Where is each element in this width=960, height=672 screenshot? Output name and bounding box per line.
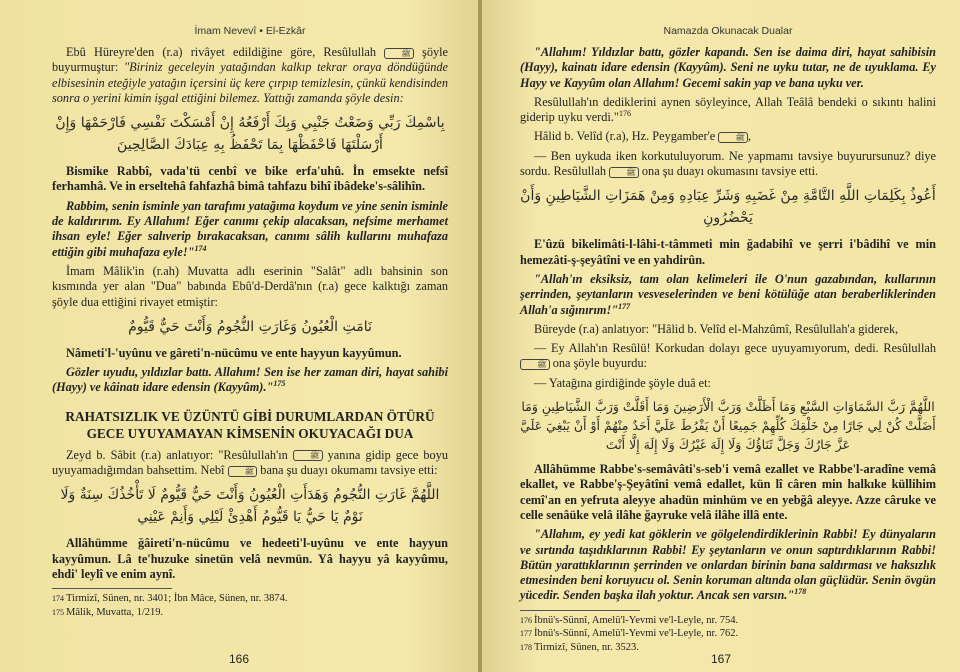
right-arabic-dua-1: أَعُوذُ بِكَلِمَاتِ اللَّهِ التَّامَّةِ مِنْ غَضَبِهِ وَشَرِّ عِبَادِهِ وَمِنْ هَمَزَاتِ الشَّيَاطِينِ وَأَنْ يَحْضُرُونِ <box>520 188 936 227</box>
page-number: 167 <box>710 652 732 666</box>
left-paragraph-2: İmam Mâlik'in (r.ah) Muvatta adlı eserinin "Salât" adlı bahsinin son kısmında yer alan "Dua" babında Ebû'd-Derdâ'nın (r.a) gece kalktığı zaman şöyle dua ettiğini rivayet etmiştir: <box>52 263 448 309</box>
section-heading: RAHATSIZLIK VE ÜZÜNTÜ GİBİ DURUMLARDAN ÖTÜRÜ GECE UYUYAMAYAN KİMSENİN OKUYACAĞI DUA <box>65 408 435 441</box>
left-meaning-2: Gözler uyudu, yıldızlar battı. Allahım! Sen ise her zaman diri, hayat sahibi (Hayy) ve kâinatı idare edensin (Kayyûm)."$^{175}$ <box>52 365 448 395</box>
left-paragraph-3: Zeyd b. Sâbit (r.a) anlatıyor: "Resûlullah'ın ﷺ yanına gidip gece boyu uyuyamadığımdan bahsettim. Nebî ﷺ bana şu duayı okumamı tavsiye etti: <box>52 447 448 478</box>
left-transliteration-1: Bismike Rabbî, vada'tü cenbî ve bike erfa'uhû. İn emsekte nefsî ferhamhâ. Ve in erseltehâ fahfazhâ bimâ tahfazu bihî ibâdeke's-sâlihîn. <box>52 164 448 194</box>
footnote-ref: 175 <box>273 379 286 389</box>
left-arabic-dua-3: اللَّهُمَّ غَارَتِ النُّجُومُ وَهَدَأَتِ الْعُيُونُ وَأَنْتَ حَيٌّ قَيُّومٌ لَا تَأْخُذُكَ سِنَةٌ وَلَا نَوْمٌ يَا حَيُّ يَا قَيُّومُ أَهْدِئْ لَيْلِي وَأَنِمْ عَيْنِي <box>60 487 440 526</box>
honorific-badge: ﷺ <box>520 359 550 370</box>
footnote: 176 İbnü's-Sünnî, Amelü'l-Yevmi ve'l-Leyle, nr. 754. <box>520 614 739 626</box>
honorific-badge: ﷺ <box>718 132 748 143</box>
left-transliteration-2: Nâmeti'l-'uyûnu ve gâreti'n-nücûmu ve ente hayyun kayyûmun. <box>66 345 402 360</box>
left-page <box>0 0 478 672</box>
right-meaning-1: "Allah'ın eksiksiz, tam olan kelimeleri ile O'nun gazabından, kullarının şerrinden, şeytanların vesveselerinden ve beni kötülüğe atan beraberliklerinden Allah'a sığınırım!"$^{177}$ <box>520 271 936 317</box>
right-paragraph-2: Hâlid b. Velîd (r.a), Hz. Peygamber'e ﷺ , <box>534 129 752 144</box>
right-meaning-2: "Allahım, ey yedi kat göklerin ve gölgelendirdiklerinin Rabbi! Ey dünyaların ve sırtında taşıdıklarının Rabbi! Ey şeytanların ve onun saptırdıklarının Rabbi! Bütün yarattıklarının şerrinden ve onlardan birinin bana saldırması ve haksızlık etmesinden beni koruyucu ol. Senin koruman altında olan güçlüdür. Senin övgün yücedir. Senden başka ilah yoktur. Ancak sen varsın."$^{178}$ <box>520 527 936 603</box>
left-meaning-1: Rabbim, senin isminle yan tarafımı yatağıma koydum ve yine senin isminle de kaldırırım. Ey Allahım! Eğer canımı çekip alacaksan, nefsime merhamet ihsan eyle! Eğer salıverip bırakacaksan, canımı sâlih kullarını muhafaza ettiğin gibi muhafaza eyle!"$^{174}$ <box>52 198 448 259</box>
footnote-divider <box>52 588 172 589</box>
page-number: 166 <box>228 652 250 666</box>
footnote-ref: 174 <box>194 243 207 253</box>
right-arabic-dua-2: اللَّهُمَّ رَبَّ السَّمَاوَاتِ السَّبْعِ وَمَا أَظَلَّتْ وَرَبَّ الْأَرَضِينَ وَمَا أَقَلَّتْ وَرَبَّ الشَّيَاطِينِ وَمَا أَضَلَّتْ كُنْ لِي جَارًا مِنْ خَلْقِكَ كُلِّهِمْ جَمِيعًا أَنْ يَفْرُطَ عَلَيَّ أَحَدٌ مِنْهُمْ أَوْ أَنْ يَبْغِيَ عَلَيَّ عَزَّ جَارُكَ وَجَلَّ ثَنَاؤُكَ وَلَا إِلَهَ غَيْرُكَ وَلَا إِلَهَ إِلَّا أَنْتَ <box>520 399 936 453</box>
right-transliteration-2: Allâhümme Rabbe's-semâvâti's-seb'i vemâ ezallet ve Rabbe'l-aradîne vemâ ekallet, ve Rabbe'ş-Şeyâtîni vemâ edallet, kün lî câren min halkıke küllihim cemî'an en yefruta aleyye ahadün minhüm ve en yebğâ aleyye. Azze câruke ve celle senâüke velâ ilâhe ğayruke velâ ilâhe illâ ente. <box>520 462 936 522</box>
footnote: 175 Mâlik, Muvatta, 1/219. <box>52 606 164 618</box>
right-paragraph-5: — Ey Allah'ın Resûlü! Korkudan dolayı gece uyuyamıyorum, dedi. Resûlullah ﷺ ona şöyle buyurdu: <box>520 341 936 372</box>
footnote: 174 Tirmizî, Sünen, nr. 3401; İbn Mâce, Sünen, nr. 3874. <box>52 593 288 605</box>
right-paragraph-4: Büreyde (r.a) anlatıyor: "Hâlid b. Velîd el-Mahzûmî, Resûlullah'a giderek, <box>534 321 899 336</box>
footnote: 178 Tirmizî, Sünen, nr. 3523. <box>520 641 639 653</box>
left-arabic-dua-2: نَامَتِ الْعُيُونُ وَغَارَتِ النُّجُومُ وَأَنْتَ حَيٌّ قَيُّومٌ <box>128 318 372 335</box>
right-intro-meaning: "Allahım! Yıldızlar battı, gözler kapandı. Sen ise daima diri, hayat sahibisin (Hayy), kainatı idare edensin (Kayyûm). Seni ne uyku tutar, ne de uyuklama. Ey Hayy ve Kayyûm olan Allahım! Gecemi sakin yap ve bana uyku ver. <box>520 45 936 90</box>
left-paragraph-1: Ebû Hüreyre'den (r.a) rivâyet edildiğine göre, Resûlullah ﷺ şöyle buyurmuştur: "Biriniz geceleyin yatağından kalkıp tekrar oraya döndüğünde elbisesinin eteğiyle yatağın içersini üç kere çırpıp temizlesin, çünkü kendisinden sonra o yerini kimin işgal ettiğini bilemez. Yattığı zamanda şöyle desin: <box>52 45 449 105</box>
footnote-ref: 178 <box>794 587 807 597</box>
footnote-ref: 177 <box>618 301 631 311</box>
left-transliteration-3: Allâhümme ğâireti'n-nücûmu ve hedeeti'l-uyûnu ve ente hayyun kayyûmun. Lâ te'huzuke sinetün velâ nevmün. Yâ hayyu yâ kayyûmu, ehdi' leylî ve enim aynî. <box>52 536 448 581</box>
right-running-head: Namazda Okunacak Dualar <box>663 25 793 37</box>
left-arabic-dua-1: بِاسْمِكَ رَبِّي وَضَعْتُ جَنْبِي وَبِكَ أَرْفَعُهُ إِنْ أَمْسَكْتَ نَفْسِي فَارْحَمْهَا وَإِنْ أَرْسَلْتَهَا فَاحْفَظْهَا بِمَا تَحْفَظُ بِهِ عِبَادَكَ الصَّالِحِينَ <box>55 115 445 154</box>
left-running-head: İmam Nevevî • El-Ezkâr <box>194 25 306 37</box>
honorific-badge: ﷺ <box>228 466 258 477</box>
right-paragraph-6: — Yatağına girdiğinde şöyle duâ et: <box>534 375 711 390</box>
right-transliteration-1: E'ûzü bikelimâti-l-lâhi-t-tâmmeti min ğadabihî ve şerri i'bâdihî ve min hemezâti-ş-şeyâtîni ve en yahdirûn. <box>520 237 936 267</box>
footnote-divider <box>520 610 640 611</box>
right-paragraph-3: — Ben uykuda iken korkutuluyorum. Ne yapmamı tavsiye buyurursunuz? diye sordu. Resûlullah ﷺ ona şu duayı okumasını tavsiye etti. <box>520 148 936 179</box>
honorific-badge: ﷺ <box>384 48 414 59</box>
honorific-badge: ﷺ <box>609 167 639 178</box>
right-page <box>482 0 960 672</box>
footnote-ref: 176 <box>618 109 631 119</box>
right-paragraph-1: Resûlullah'ın dediklerini aynen söyleyince, Allah Teâlâ bendeki o sıkıntı halini giderip uyku verdi."$^{176}$ <box>520 94 936 125</box>
honorific-badge: ﷺ <box>293 450 323 461</box>
footnote: 177 İbnü's-Sünnî, Amelü'l-Yevmi ve'l-Leyle, nr. 762. <box>520 628 739 640</box>
